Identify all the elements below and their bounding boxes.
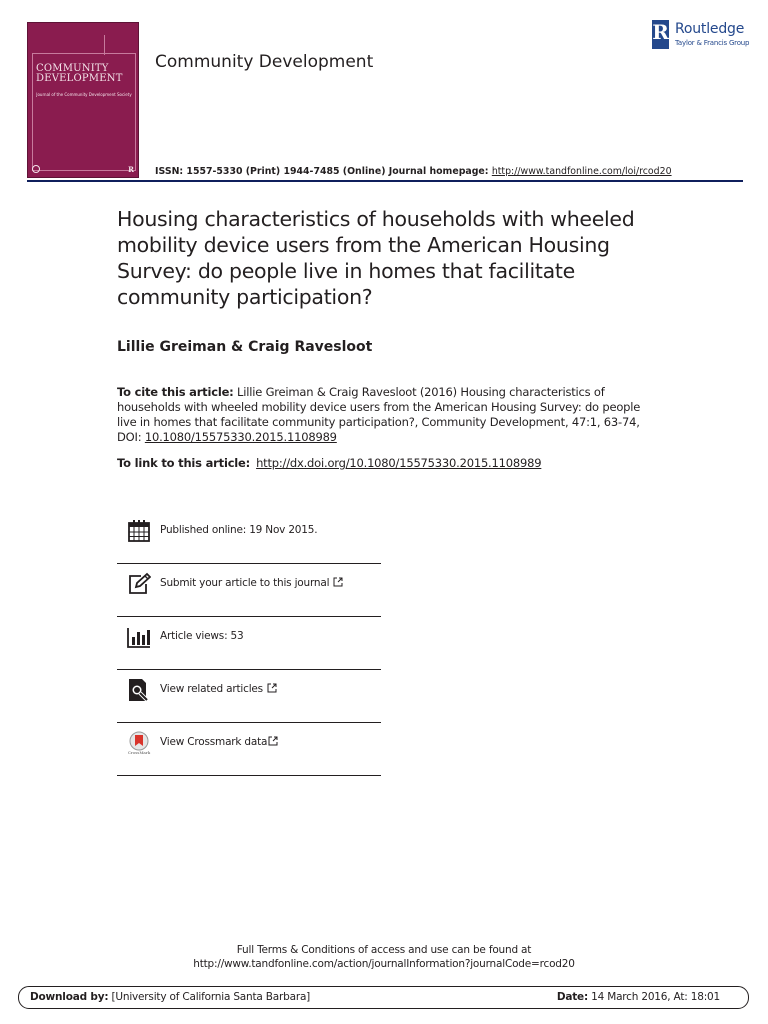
cover-title-line1: COMMUNITY <box>36 63 109 74</box>
routledge-small-logo-icon: R <box>128 164 134 174</box>
download-value: [University of California Santa Barbara] <box>108 991 311 1003</box>
cite-text: Lillie Greiman & Craig Ravesloot (2016) Housing characteristics of households with wheeled mobility device users from the American Housing Survey: do people live in homes that facilitate community participation?, Community Development, 47:1, 63-74, DOI: <box>117 385 641 444</box>
related-articles-item[interactable] <box>117 670 381 723</box>
journal-homepage-link[interactable]: http://www.tandfonline.com/loi/rcod20 <box>491 166 672 177</box>
publisher-group: Taylor & Francis Group <box>675 39 750 47</box>
publisher-name: Routledge <box>675 21 745 37</box>
submit-article-text: Submit your article to this journal <box>160 577 330 589</box>
journal-name: Community Development <box>155 52 374 72</box>
issn-text: ISSN: 1557-5330 (Print) 1944-7485 (Online) Journal homepage: <box>155 166 492 177</box>
submit-article-link[interactable] <box>160 577 343 589</box>
search-document-icon <box>127 678 151 702</box>
article-views-text: Article views: 53 <box>160 630 244 642</box>
calendar-icon <box>127 519 151 543</box>
society-logo-icon <box>32 165 40 173</box>
related-articles-link[interactable] <box>160 683 277 695</box>
routledge-logo <box>652 20 752 50</box>
external-link-icon <box>333 577 343 587</box>
edit-icon <box>127 572 151 596</box>
terms-line-2: http://www.tandfonline.com/action/journalInformation?journalCode=rcod20 <box>193 958 575 970</box>
terms-notice <box>0 943 768 971</box>
cover-panel <box>32 53 136 171</box>
published-online-text: Published online: 19 Nov 2015. <box>160 524 318 536</box>
external-link-icon <box>267 683 277 693</box>
cover-footer <box>32 163 134 175</box>
related-articles-text: View related articles <box>160 683 263 695</box>
crossmark-item[interactable] <box>117 723 381 776</box>
routledge-logo-icon: R <box>652 20 669 49</box>
link-label: To link to this article: <box>117 456 251 470</box>
cite-label: To cite this article: <box>117 385 234 399</box>
header-divider <box>27 180 743 182</box>
article-views-item <box>117 617 381 670</box>
journal-cover-image <box>27 22 139 178</box>
cover-issue-info <box>104 35 134 55</box>
crossmark-logo-text: CrossMark <box>127 750 151 755</box>
submit-article-item[interactable] <box>117 564 381 617</box>
date-label: Date: <box>556 991 588 1003</box>
crossmark-icon <box>127 731 151 755</box>
crossmark-link[interactable] <box>160 736 278 748</box>
terms-line-1: Full Terms & Conditions of access and use can be found at <box>236 944 532 956</box>
download-info-bar <box>18 986 749 1009</box>
date-value: 14 March 2016, At: 18:01 <box>587 991 720 1003</box>
cover-title-line2: DEVELOPMENT <box>36 73 123 84</box>
download-date <box>557 991 720 1003</box>
bar-chart-icon <box>127 625 151 649</box>
crossmark-text: View Crossmark data <box>160 736 268 748</box>
download-by <box>30 991 310 1003</box>
external-link-icon <box>268 736 278 746</box>
citation-block <box>117 385 657 445</box>
article-link-line <box>117 456 541 470</box>
cover-subtitle: Journal of the Community Development Society <box>36 92 132 97</box>
cite-doi-link[interactable]: 10.1080/15575330.2015.1108989 <box>144 430 337 444</box>
article-authors: Lillie Greiman & Craig Ravesloot <box>117 339 373 355</box>
article-title: Housing characteristics of households with wheeled mobility device users from the American Housing Survey: do people live in homes that facilitate community participation? <box>117 207 635 309</box>
article-doi-link[interactable]: http://dx.doi.org/10.1080/15575330.2015.1108989 <box>256 456 542 470</box>
published-online-item <box>117 511 381 564</box>
article-info-list <box>117 511 381 776</box>
issn-line <box>155 166 672 177</box>
download-label: Download by: <box>30 991 109 1003</box>
